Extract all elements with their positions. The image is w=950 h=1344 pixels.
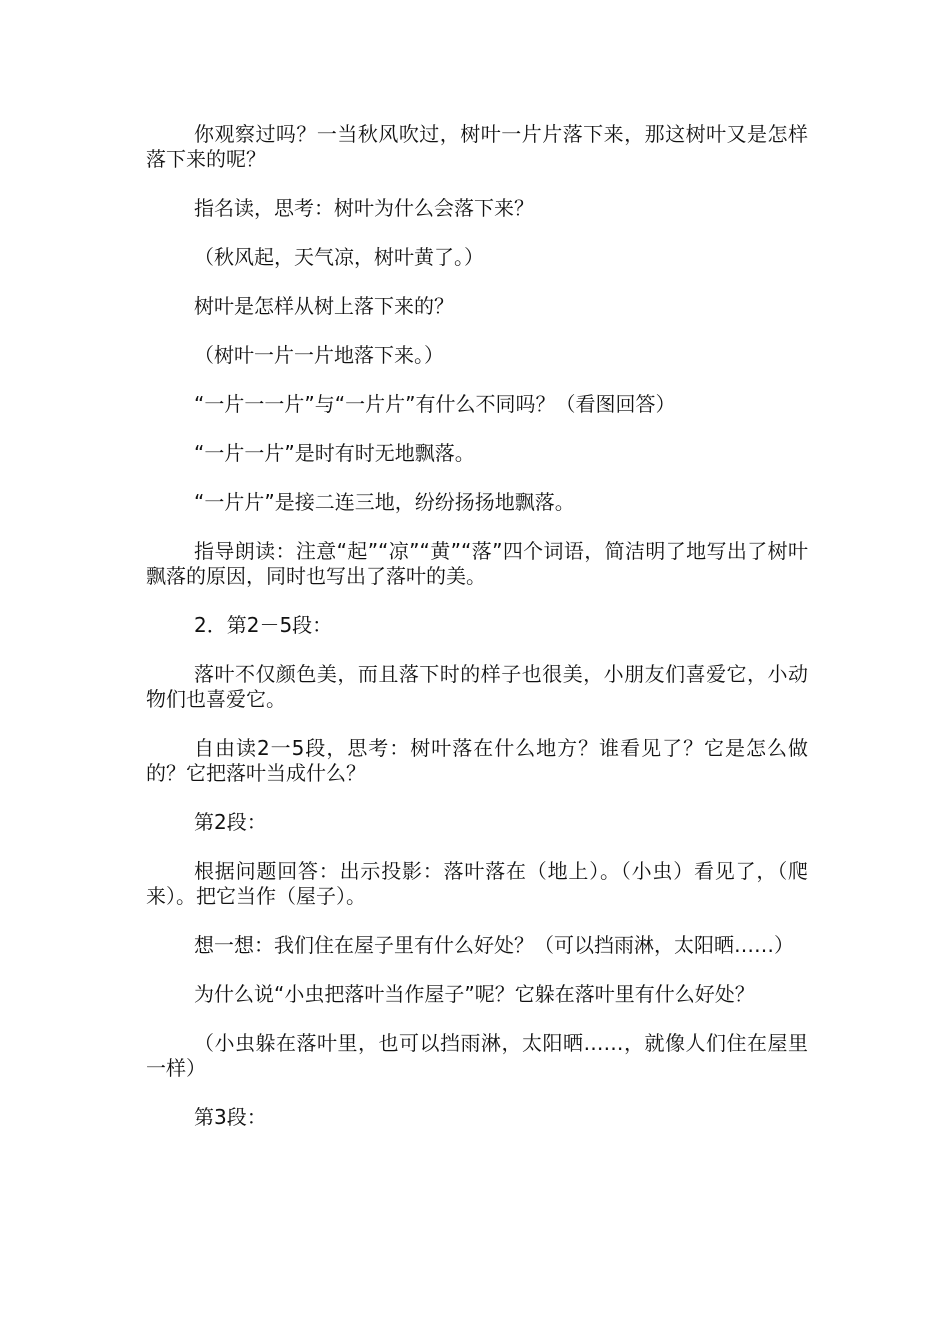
paragraph: 根据问题回答：出示投影：落叶落在（地上）。（小虫）看见了，（爬来）。把它当作（屋子）。 [146, 859, 808, 908]
subsection-heading: 第3段： [194, 1105, 267, 1129]
paragraph: （小虫躲在落叶里，也可以挡雨淋，太阳晒……，就像人们住在屋里一样） [146, 1031, 808, 1080]
paragraph: 指名读，思考：树叶为什么会落下来？ [194, 196, 534, 220]
paragraph: 树叶是怎样从树上落下来的？ [194, 294, 454, 318]
paragraph: 你观察过吗？一当秋风吹过，树叶一片片落下来，那这树叶又是怎样落下来的呢？ [146, 122, 808, 171]
paragraph: 自由读2一5段，思考：树叶落在什么地方？谁看见了？它是怎么做的？它把落叶当成什么？ [146, 736, 808, 785]
paragraph: “一片片”是接二连三地，纷纷扬扬地飘落。 [194, 490, 575, 514]
paragraph: “一片一片”是时有时无地飘落。 [194, 441, 475, 465]
subsection-heading: 第2段： [194, 810, 267, 834]
paragraph: 为什么说“小虫把落叶当作屋子”呢？它躲在落叶里有什么好处？ [194, 982, 755, 1006]
paragraph: 想一想：我们住在屋子里有什么好处？（可以挡雨淋，太阳晒……） [194, 933, 794, 957]
paragraph: “一片一一片”与“一片片”有什么不同吗？（看图回答） [194, 392, 676, 416]
document-body [146, 122, 808, 1130]
section-heading: 2．第2－5段： [194, 613, 333, 637]
paragraph: 指导朗读：注意“起”“凉”“黄”“落”四个词语，简洁明了地写出了树叶飘落的原因，同时也写出了落叶的美。 [146, 539, 808, 588]
paragraph: 落叶不仅颜色美，而且落下时的样子也很美，小朋友们喜爱它，小动物们也喜爱它。 [146, 662, 808, 711]
paragraph: （秋风起，天气凉，树叶黄了。） [194, 245, 484, 269]
paragraph: （树叶一片一片地落下来。） [194, 343, 444, 367]
